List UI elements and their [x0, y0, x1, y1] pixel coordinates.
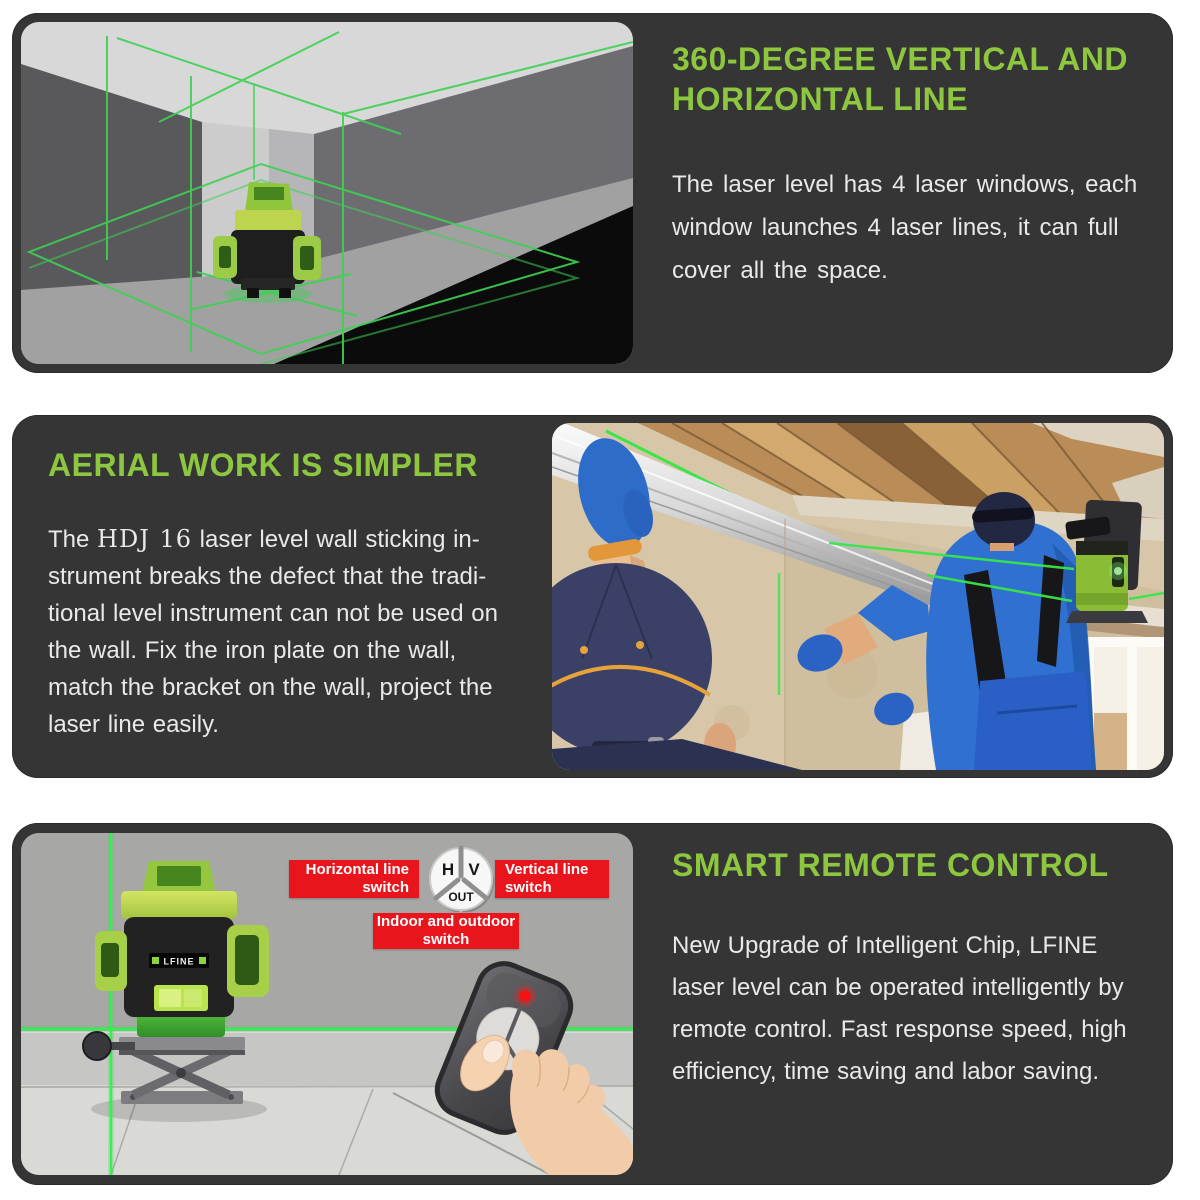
button-h-label: H: [441, 860, 455, 879]
button-out-label: OUT: [448, 890, 474, 904]
section-body: [48, 521, 553, 743]
workers-installing-ceiling-photo: [552, 423, 1164, 770]
body-text-post: laser level wall sticking in- strument breaks the defect that the tradi- tional level instrument can not be used on the wall. Fix the iron plate on the wall, match the bracket on the wall, project the laser line easily.: [48, 526, 498, 738]
section-aerial-work: [12, 415, 1173, 778]
device-logo-text: LFINE: [163, 956, 195, 967]
section-smart-remote-control: [12, 823, 1173, 1185]
adjustment-knob: [83, 1032, 111, 1060]
laser-cube-3d-scene: [21, 22, 633, 364]
remote-control-demo-image: [21, 833, 633, 1175]
hvout-button-cluster: [428, 844, 494, 912]
corner-room-illustration: [21, 22, 633, 364]
callout-indoor-outdoor-switch: Indoor and outdoor switch: [373, 913, 519, 949]
callout-vertical-line-switch: Vertical line switch: [495, 860, 609, 898]
section-heading: SMART REMOTE CONTROL: [672, 847, 1109, 883]
button-v-label: V: [468, 860, 480, 879]
aerial-work-photo-scene: [552, 423, 1164, 770]
model-number: HDJ 16: [97, 525, 192, 553]
body-text-pre: The: [48, 526, 98, 553]
section-heading: 360-DEGREE VERTICAL AND HORIZONTAL LINE: [672, 41, 1129, 117]
section-360-degree-lines: [12, 13, 1173, 373]
adjustment-stem: [109, 1042, 135, 1050]
section-body: New Upgrade of Intelligent Chip, LFINE laser level can be operated intelligently by remote control. Fast response speed, high efficiency, time saving and labor saving.: [672, 932, 1127, 1085]
section-body: The laser level has 4 laser windows, each window launches 4 laser lines, it can full cover all the space.: [672, 171, 1138, 284]
callout-horizontal-line-switch: Horizontal line switch: [289, 860, 419, 898]
section-heading: AERIAL WORK IS SIMPLER: [48, 447, 478, 483]
